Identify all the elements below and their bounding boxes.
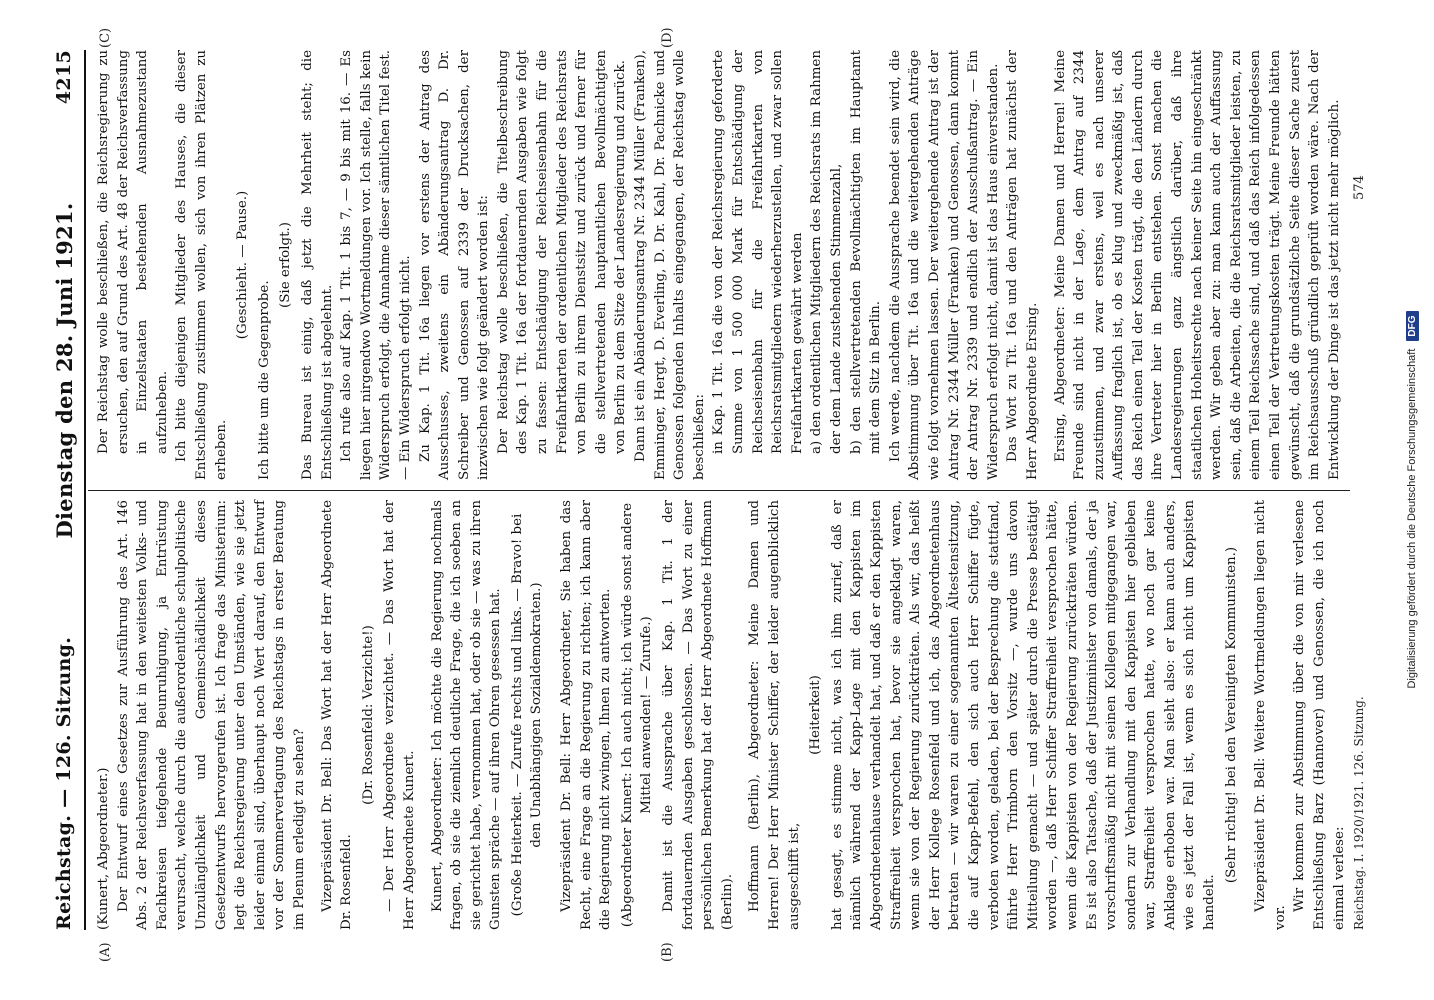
digitization-note: [1400, 30, 1424, 970]
margin-marker-c: (C): [98, 27, 113, 48]
running-head-date: Dienstag den 28. Juni 1921.: [51, 202, 77, 539]
right-column: [94, 50, 1344, 480]
paragraph: Ich bitte um die Gegenprobe.: [256, 280, 272, 480]
motion-text: Der Reichstag wolle beschließen, die Reichsregierung zu ersuchen, den auf Grund des Art. 48 der Reichsverfassung in Einzelstaaten bestehenden Ausnahmezustand aufzuheben.: [96, 50, 170, 454]
column-divider: [88, 490, 1350, 491]
paragraph: Dann ist ein Abänderungsantrag Nr. 2344 Müller (Franken), Emminger, Hergt, D. Everling, D. Dr. Kahl, Dr. Pachnicke und Genossen folgenden Inhalts eingegangen, der Reichstag wolle beschließen:: [633, 50, 707, 480]
margin-marker-d: (D): [660, 27, 675, 48]
paragraph: Das Bureau ist einig, daß jetzt die Mehrheit steht; die Entschließung ist abgelehnt.: [299, 50, 335, 480]
interjection: (Geschieht. — Pause.): [235, 190, 251, 340]
paragraph: (Kunert, Abgeordneter.): [96, 767, 111, 930]
motion-text: in Kap. 1 Tit. 16a die von der Reichsregierung geforderte Summe von 1 500 000 Mark für Entschädigung der Reichseisenbahn für die Freifahrtkarten von Reichsratsmitgliedern wiederherzustellen, und zwar sollen Freifahrtkarten gewährt werden: [711, 50, 805, 454]
footer-source: Reichstag. I. 1920/1921. 126. Sitzung.: [1352, 696, 1366, 930]
paragraph: Der Entwurf eines Gesetzes zur Ausführung des Art. 146 Abs. 2 der Reichsverfassung hat in den weitesten Volks- und Fachkreisen tiefgehende Beunruhigung, ja Entrüstung verursacht, welche durch die außerordentliche schulpolitische Unzulänglichkeit und Gemeinschädlichkeit dieses Gesetzentwurfs hervorgerufen ist. Ich frage das Ministerium: legt die Reichsregierung unter den Umständen, wie sie jetzt leider einmal sind, überhaupt noch Wert darauf, den Entwurf vor der Sommervertagung des Reichstags in erster Beratung im Plenum erledigt zu sehen?: [115, 500, 307, 930]
paragraph: Ich bitte diejenigen Mitglieder des Hauses, die dieser Entschließung zustimmen wollen, sich von ihren Plätzen zu erheben.: [174, 50, 229, 480]
paragraph: Zu Kap. 1 Tit. 16a liegen vor erstens der Antrag des Ausschusses, zweitens ein Abänderungsantrag D. Dr. Schreiber und Genossen auf 2339 der Drucksachen, der inzwischen wie folgt geändert worden ist:: [417, 50, 492, 480]
motion-item-a: a) den ordentlichen Mitgliedern des Reichsrats im Rahmen der dem Lande zustehenden Stimmenzahl,: [809, 50, 844, 454]
paragraph: — Der Herr Abgeordnete verzichtet. — Das Wort hat der Herr Abgeordnete Kunert.: [382, 500, 417, 930]
paragraph: Ich werde, nachdem die Aussprache beendet sein wird, die Abstimmung über Tit. 16a und die weitergehenden Anträge wie folgt vornehmen lassen. Der weitergehende Antrag ist der Antrag Nr. 2344 Müller (Franken) und Genossen, dann kommt der Antrag Nr. 2339 und endlich der Ausschußantrag. — Ein Widerspruch erfolgt nicht, damit ist das Haus einverstanden.: [887, 50, 1001, 480]
paragraph: Hoffmann (Berlin), Abgeordneter: Meine Damen und Herren! Der Herr Minister Schiffer, der leider augenblicklich ausgeschifft ist,: [747, 500, 802, 930]
left-column: [94, 500, 1347, 930]
dfg-logo: DFG: [1406, 311, 1419, 340]
interjection: (Abgeordneter Kunert: Ich auch nicht; ich würde sonst andere Mittel anwenden! — Zurufe.): [619, 502, 655, 928]
interjection: (Dr. Rosenfeld: Verzichte!): [360, 625, 376, 805]
paragraph: Ich rufe also auf Kap. 1 Tit. 1 bis 7, — 9 bis mit 16. — Es liegen hier nirgendwo Wortmeldungen vor. Ich stelle, falls kein Widerspruch erfolgt, die Annahme dieser sämtlichen Titel fest. — Ein Widerspruch erfolgt nicht.: [339, 50, 413, 480]
interjection: (Große Heiterkeit. — Zurufe rechts und links. — Bravo! bei den Unabhängigen Sozialdemokraten.): [509, 513, 545, 917]
paragraph: Kunert, Abgeordneter: Ich möchte die Regierung nochmals fragen, ob sie die ziemlich deutliche Frage, die ich soeben an sie gerichtet habe, vernommen hat, oder ob sie — was zu ihren Gunsten spräche — auf ihren Ohren gesessen hat.: [429, 500, 504, 930]
running-head-left: Reichstag. — 126. Sitzung.: [53, 636, 75, 930]
paragraph: Vizepräsident Dr. Bell: Weitere Wortmeldungen liegen nicht vor.: [1253, 500, 1288, 930]
interjection: (Heiterkeit): [808, 675, 824, 755]
paragraph: Das Wort zu Tit. 16a und den Anträgen hat zunächst der Herr Abgeordnete Ersing.: [1005, 50, 1040, 480]
digitization-text: Digitalisierung gefördert durch die Deutsche Forschungsgemeinschaft: [1406, 348, 1418, 689]
margin-marker-b: (B): [660, 942, 675, 962]
paragraph: Vizepräsident Dr. Bell: Herr Abgeordneter, Sie haben das Recht, eine Frage an die Regierung zu richten; ich kann aber die Regierung nicht zwingen, Ihnen zu antworten.: [559, 500, 614, 930]
motion-text: Der Reichstag wolle beschließen, die Titelbeschreibung des Kap. 1 Tit. 16a der fortdauernden Ausgaben wie folgt zu fassen: Entschädigung der Reichseisenbahn für die Freifahrtkarten der ordentlichen Mitglieder des Reichsrats von Berlin zu ihrem Dienstsitz und zurück und ferner für die stellvertretenden hauptamtlichen Bevollmächtigten von Berlin zu dem Sitze der Landesregierung und zurück.: [495, 50, 629, 454]
paragraph: Vizepräsident Dr. Bell: Das Wort hat der Herr Abgeordnete Dr. Rosenfeld.: [319, 500, 355, 930]
interjection: (Sehr richtig! bei den Vereinigten Kommunisten.): [1223, 546, 1239, 884]
interjection: (Sie erfolgt.): [278, 222, 294, 308]
paragraph: Wir kommen zur Abstimmung über die von mir verlesene Entschließung Barz (Hannover) und Genossen, die ich noch einmal verlese:: [1292, 500, 1347, 930]
paragraph: Damit ist die Aussprache über Kap. 1 Tit. 1 der fortdauernden Ausgaben geschlossen. — Das Wort zu einer persönlichen Bemerkung hat der Herr Abgeordnete Hoffmann (Berlin).: [661, 500, 735, 930]
margin-marker-a: (A): [98, 942, 113, 962]
footer-page-number: 574: [1352, 175, 1367, 200]
page-number: 4215: [53, 50, 75, 105]
motion-item-b: b) den stellvertretenden Bevollmächtigten im Hauptamt mit dem Sitz in Berlin.: [848, 50, 884, 454]
paragraph: Ersing, Abgeordneter: Meine Damen und Herren! Meine Freunde sind nicht in der Lage, dem Antrag auf 2344 zuzustimmen, und zwar erstens, weil es nach unserer Auffassung fraglich ist, ob es klug und zweckmäßig ist, daß das Reich einen Teil der Kosten trägt, die den Ländern durch ihre Vertreter hier in Berlin entstehen. Sonst machen die Landesregierungen ganz ängstlich darüber, daß ihre staatlichen Hoheitsrechte nach keiner Seite hin eingeschränkt werden. Wir geben aber zu: man kann auch der Auffassung sein, daß die Arbeiten, die die Reichsratsmitglieder leisten, zu einem Teil Reichssache sind, und daß das Reich infolgedessen einen Teil der Vertretungskosten trägt. Meine Freunde hätten gewünscht, daß die grundsätzliche Seite dieser Sache zuerst im Reichsausschuß gründlich geprüft worden wäre. Nach der Entwicklung der Dinge ist das jetzt nicht mehr möglich.: [1052, 50, 1342, 480]
running-head: [46, 50, 82, 930]
header-rule: [84, 50, 86, 930]
paragraph: hat gesagt, es stimme nicht, was ich ihm zurief, daß er nämlich während der Kapp-Lage mit den Kappisten im Abgeordnetenhause verhandelt hat, und daß er den Kappisten Straffreiheit versprochen hat, bevor sie angeklagt waren, wenn sie von der Regierung zurückträten. Als wir, das heißt der Herr Kollege Rosenfeld und ich, das Abgeordnetenhaus betraten — wir waren zu einer sogenannten Ältestensitzung, die auf Kapp-Befehl, den sich auch Herr Schiffer fügte, verboten worden, geladen, bei der Besprechung die stattfand, führte Herr Trimborn den Vorsitz —, wurde uns davon Mitteilung gemacht — und später durch die Presse bestätigt worden —, daß Herr Schiffer Straffreiheit versprochen hätte, wenn die Kappisten von der Regierung zurückträten würden. Es ist also Tatsache, daß der Justizminister von damals, der ja vorschriftsmäßig nicht mit seinen Kollegen mitgegangen war, sondern zur Verhandlung mit den Kappisten hier geblieben war, Straffreiheit versprochen hatte, wo noch gar keine Anklage erhoben war. Man sieht also: er kann auch anders, wie es jetzt der Fall ist, wenn es sich nicht um Kappisten handelt.: [829, 500, 1218, 930]
